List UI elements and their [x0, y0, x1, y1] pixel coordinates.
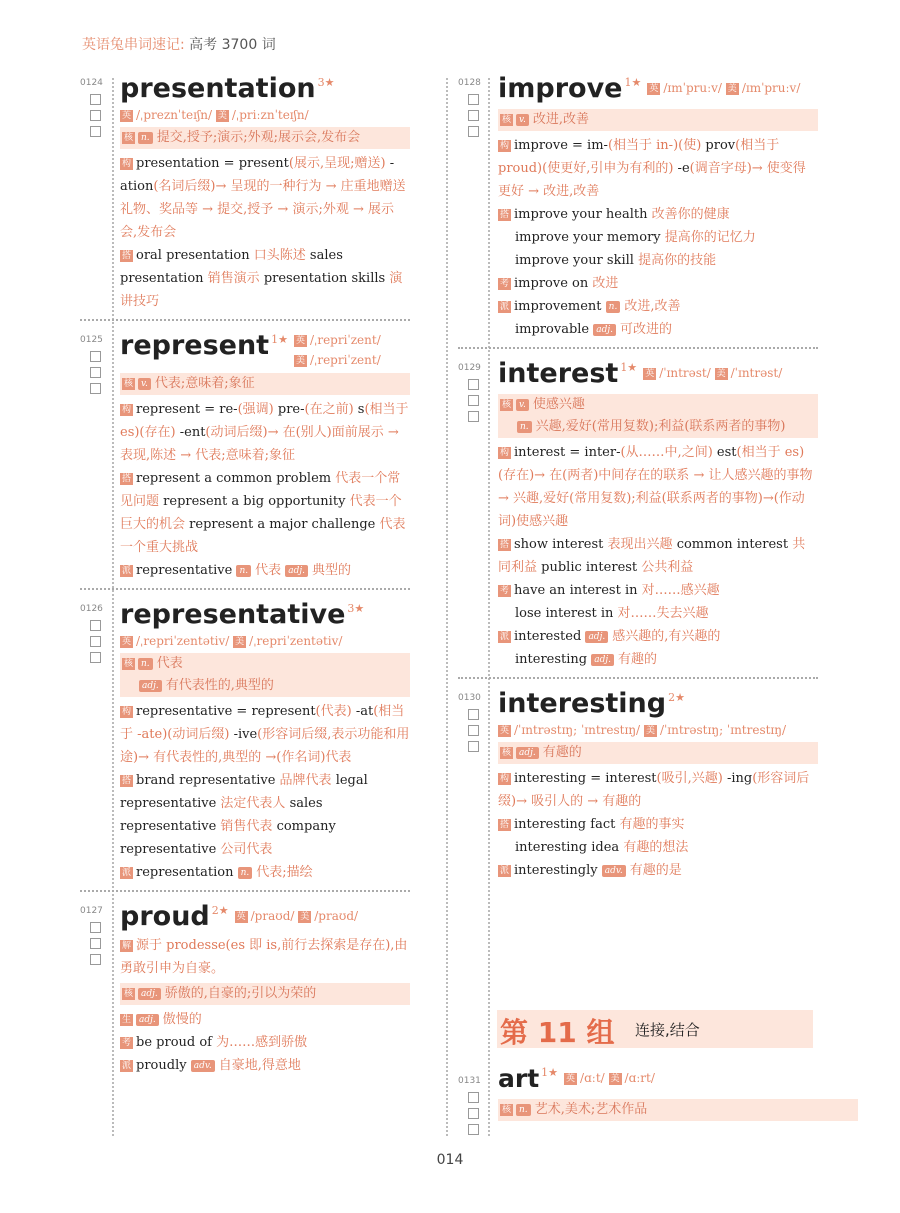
structure-tag: 构 — [122, 707, 132, 717]
review-checkboxes — [90, 620, 101, 668]
word-structure: 构 represent = re-(强调) pre-(在之前) s(相当于 es)(存在) -ent(动词后缀)→ 在(别人)面前展示 → 表现,陈述 → 代表;意味着;象征 — [120, 402, 409, 463]
review-checkbox[interactable] — [468, 110, 479, 121]
headword-row — [498, 357, 818, 391]
review-checkbox[interactable] — [468, 1124, 479, 1135]
meaning-text: 提交,授予;演示;外观;展示会,发布会 — [156, 130, 361, 145]
entry-number: 0128 — [458, 78, 481, 88]
collocation-tag: 搭 — [500, 820, 510, 830]
headword: proud — [120, 901, 210, 932]
review-checkboxes — [90, 351, 101, 399]
review-checkbox[interactable] — [90, 351, 101, 362]
part-of-speech: n. — [517, 421, 532, 433]
review-checkbox[interactable] — [90, 922, 101, 933]
left-column — [80, 72, 410, 1077]
review-checkboxes — [468, 709, 479, 757]
collocation-tag: 搭 — [122, 251, 132, 261]
entry-divider — [80, 319, 410, 321]
entry-number: 0130 — [458, 693, 481, 703]
review-checkboxes — [468, 379, 479, 427]
entry-number: 0124 — [80, 78, 103, 88]
collocations: 搭 brand representative 品牌代表 legal representative 法定代表人 sales representative 销售代表 company representative 公司代表 — [120, 773, 368, 857]
uk-phonetic: /ˌpreznˈteɪʃn/ — [136, 108, 213, 122]
collocation-tag: 搭 — [122, 474, 132, 484]
review-checkbox[interactable] — [90, 126, 101, 137]
frequency-stars: 2★ — [211, 904, 229, 917]
word-structure: 构 interesting = interest(吸引,兴趣) -ing(形容词后缀)→ 吸引人的 → 有趣的 — [498, 771, 810, 809]
us-phonetic: /ˈɪntrəst/ — [730, 366, 783, 380]
headword-row — [120, 598, 410, 632]
uk-phonetic: /ɑːt/ — [580, 1071, 605, 1085]
headword-row — [120, 900, 410, 934]
headword: interesting — [498, 688, 667, 719]
pronunciation — [498, 721, 818, 739]
meaning-text: 代表;意味着;象征 — [154, 376, 255, 391]
frequency-stars: 3★ — [347, 602, 365, 615]
review-checkbox[interactable] — [90, 636, 101, 647]
review-checkbox[interactable] — [90, 652, 101, 663]
entry-divider — [458, 677, 818, 679]
us-tag: 美 — [217, 111, 227, 121]
general-tag: 生 — [122, 1015, 132, 1025]
us-phonetic: /ɑːrt/ — [624, 1071, 655, 1085]
word-structure: 构 improve = im-(相当于 in-)(使) prov(相当于 proud)(使更好,引申为有利的) -e(调音字母)→ 使变得更好 → 改进,改善 — [498, 138, 806, 199]
derivative-tag: 派 — [122, 1061, 132, 1071]
us-phonetic: /ˈɪntrəstɪŋ; ˈɪntrestɪŋ/ — [659, 723, 787, 737]
entry-improve — [458, 72, 818, 341]
review-checkbox[interactable] — [90, 954, 101, 965]
review-checkboxes — [468, 1092, 479, 1140]
structure-tag: 构 — [500, 448, 510, 458]
derivative-tag: 派 — [500, 866, 510, 876]
review-checkbox[interactable] — [468, 725, 479, 736]
review-checkbox[interactable] — [90, 620, 101, 631]
review-checkbox[interactable] — [468, 1092, 479, 1103]
uk-phonetic: /praʊd/ — [250, 909, 295, 923]
group-title: 第 11 组 — [500, 1016, 615, 1049]
frequency-stars: 1★ — [271, 333, 288, 346]
word-structure: 构 presentation = present(展示,呈现;赠送) -ation(名词后缀)→ 呈现的一种行为 → 庄重地赠送礼物、奖品等 → 提交,授予 → 演示;外观 → 展示会,发布会 — [120, 156, 406, 240]
collocation-tag: 搭 — [500, 540, 510, 550]
headword: interest — [498, 358, 619, 389]
book-title: 高考 3700 词 — [189, 37, 276, 53]
page-number: 014 — [436, 1152, 464, 1168]
review-checkbox[interactable] — [90, 94, 101, 105]
headword-row — [498, 1062, 858, 1096]
core-meaning: 核 n. 艺术,美术;艺术作品 — [498, 1099, 858, 1121]
collocations: 搭 represent a common problem 代表一个常见问题 represent a big opportunity 代表一个巨大的机会 represent a major challenge 代表一个重大挑战 — [120, 471, 406, 555]
uk-tag: 英 — [645, 369, 655, 379]
pronunciation — [235, 906, 358, 926]
review-checkbox[interactable] — [468, 709, 479, 720]
us-tag: 美 — [235, 637, 245, 647]
uk-phonetic: /ˌrepriˈzentətiv/ — [136, 634, 230, 648]
running-header — [82, 34, 276, 54]
frequency-stars: 3★ — [317, 76, 335, 89]
core-meaning: 核 adj. 有趣的 — [498, 742, 818, 764]
frequency-stars: 1★ — [620, 361, 638, 374]
review-checkbox[interactable] — [468, 1108, 479, 1119]
review-checkbox[interactable] — [468, 126, 479, 137]
derivative-tag: 派 — [500, 302, 510, 312]
exam-phrase: 考 be proud of 为……感到骄傲 — [122, 1035, 308, 1050]
structure-tag: 构 — [500, 774, 510, 784]
pronunciation — [643, 363, 782, 383]
group-banner — [497, 1010, 813, 1048]
derivatives: 派 interested adj. 感兴趣的,有兴趣的 interesting adj. 有趣的 — [500, 629, 721, 667]
entry-representative — [80, 598, 410, 884]
entry-interest — [458, 357, 818, 671]
group-subtitle: 连接,结合 — [635, 1021, 700, 1039]
uk-tag: 英 — [122, 637, 132, 647]
headword: improve — [498, 73, 623, 104]
entry-divider — [80, 588, 410, 590]
core-tag: 核 — [502, 400, 512, 410]
entry-number: 0125 — [80, 335, 103, 345]
entry-number: 0129 — [458, 363, 481, 373]
entry-number: 0126 — [80, 604, 103, 614]
review-checkbox[interactable] — [90, 938, 101, 949]
uk-phonetic: /ˌrepriˈzent/ — [309, 333, 381, 347]
entry-divider — [458, 347, 818, 349]
us-phonetic: /ɪmˈpruːv/ — [741, 81, 801, 95]
part-of-speech: n. — [138, 132, 153, 144]
us-tag: 美 — [727, 84, 737, 94]
origin-tag: 解 — [122, 941, 132, 951]
collocations: 搭 show interest 表现出兴趣 common interest 共同利益 public interest 公共利益 — [498, 537, 806, 575]
us-phonetic: /ˌpriːznˈteɪʃn/ — [231, 108, 309, 122]
uk-phonetic: /ˈɪntrəstɪŋ; ˈɪntrestɪŋ/ — [514, 723, 641, 737]
core-meaning — [120, 373, 410, 395]
collocations: 搭 oral presentation 口头陈述 sales presentation 销售演示 presentation skills 演讲技巧 — [120, 248, 403, 309]
uk-tag: 英 — [122, 111, 132, 121]
derivatives: 派 representation n. 代表;描绘 — [122, 865, 313, 880]
middle-column-rule — [446, 78, 448, 1136]
entry-proud — [80, 900, 410, 1077]
uk-tag: 英 — [500, 726, 510, 736]
uk-phonetic: /ɪmˈpruːv/ — [663, 81, 722, 95]
core-tag: 核 — [124, 133, 134, 143]
exam-phrases: 考 have an interest in 对……感兴趣 lose interest in 对……失去兴趣 — [500, 583, 720, 621]
book-series: 英语兔串词速记: — [82, 37, 185, 53]
core-meaning — [120, 127, 410, 149]
frequency-stars: 1★ — [541, 1066, 559, 1079]
exam-tag: 考 — [122, 1038, 132, 1048]
derivatives: 派 interestingly adv. 有趣的是 — [500, 863, 682, 878]
derivative-tag: 派 — [122, 566, 132, 576]
headword: representative — [120, 599, 346, 630]
derivatives: 派 representative n. 代表 adj. 典型的 — [122, 563, 352, 578]
structure-tag: 构 — [500, 141, 510, 151]
part-of-speech: adj. — [138, 988, 161, 1000]
core-tag: 核 — [502, 748, 512, 758]
us-phonetic: /ˌrepriˈzent/ — [309, 353, 381, 367]
frequency-stars: 1★ — [624, 76, 642, 89]
review-checkbox[interactable] — [468, 379, 479, 390]
review-checkbox[interactable] — [90, 367, 101, 378]
pronunciation — [294, 330, 381, 370]
headword-row — [498, 72, 818, 106]
review-checkbox[interactable] — [468, 395, 479, 406]
word-structure: 构 interest = inter-(从……中,之间) est(相当于 es)(存在)→ 在(两者)中间存在的联系 → 让人感兴趣的事物 → 兴趣,爱好(常用复数);利益(联系两者的事物)→(作动词)使感兴趣 — [498, 445, 813, 529]
uk-phonetic: /ˈɪntrəst/ — [659, 366, 711, 380]
headword-row — [120, 329, 410, 370]
us-tag: 美 — [716, 369, 726, 379]
entry-represent — [80, 329, 410, 582]
exam-phrase: 考 improve on 改进 — [500, 276, 619, 291]
headword: art — [498, 1064, 540, 1093]
part-of-speech: v. — [138, 378, 151, 390]
structure-tag: 构 — [122, 405, 132, 415]
headword: presentation — [120, 73, 316, 104]
pronunciation — [564, 1068, 655, 1088]
pronunciation — [647, 78, 800, 98]
review-checkboxes — [90, 922, 101, 970]
headword-row — [120, 72, 410, 106]
derivatives: 派 proudly adv. 自豪地,得意地 — [122, 1058, 301, 1073]
core-meaning: 核 n. 代表 adj. 有代表性的,典型的 — [120, 653, 410, 697]
review-checkboxes — [468, 94, 479, 142]
right-column — [458, 72, 818, 882]
part-of-speech: n. — [516, 1104, 531, 1116]
word-structure: 构 representative = represent(代表) -at(相当于 -ate)(动词后缀) -ive(形容词后缀,表示功能和用途)→ 有代表性的,典型的 →(作名词)代表 — [120, 704, 410, 765]
core-tag: 核 — [124, 989, 134, 999]
uk-tag: 英 — [649, 84, 659, 94]
entry-number: 0127 — [80, 906, 103, 916]
part-of-speech: adj. — [139, 680, 162, 692]
core-meaning: 核 v. 改进,改善 — [498, 109, 818, 131]
part-of-speech: v. — [516, 114, 529, 126]
review-checkboxes — [90, 94, 101, 142]
us-phonetic: /praʊd/ — [314, 909, 359, 923]
review-checkbox[interactable] — [90, 110, 101, 121]
uk-tag: 英 — [295, 336, 305, 346]
uk-tag: 英 — [236, 912, 246, 922]
part-of-speech: n. — [138, 658, 153, 670]
frequency-stars: 2★ — [668, 691, 685, 704]
part-of-speech: adj. — [516, 747, 539, 759]
us-phonetic: /ˌrepriˈzentətiv/ — [249, 634, 343, 648]
collocation-tag: 搭 — [500, 210, 510, 220]
core-meaning: 核 adj. 骄傲的,自豪的;引以为荣的 — [120, 983, 410, 1005]
review-checkbox[interactable] — [468, 741, 479, 752]
core-tag: 核 — [502, 115, 512, 125]
headword-row — [498, 687, 818, 721]
collocations: 搭 interesting fact 有趣的事实 interesting idea 有趣的想法 — [500, 817, 689, 855]
derivative-tag: 派 — [122, 868, 132, 878]
other-meaning: 生 adj. 傲慢的 — [122, 1012, 202, 1027]
derivative-tag: 派 — [500, 632, 510, 642]
collocations: 搭 improve your health 改善你的健康 improve your memory 提高你的记忆力 improve your skill 提高你的技能 — [500, 207, 756, 268]
review-checkbox[interactable] — [90, 383, 101, 394]
pronunciation — [120, 632, 410, 650]
entry-presentation — [80, 72, 410, 313]
structure-tag: 构 — [122, 159, 132, 169]
entry-art — [458, 1062, 858, 1124]
uk-tag: 英 — [566, 1074, 576, 1084]
review-checkbox[interactable] — [468, 94, 479, 105]
entry-divider — [80, 890, 410, 892]
us-tag: 美 — [300, 912, 310, 922]
etymology: 解 源于 prodesse(es 即 is,前行去探索是存在),由勇敢引申为自豪。 — [120, 938, 408, 976]
entry-number: 0131 — [458, 1076, 481, 1086]
us-tag: 美 — [645, 726, 655, 736]
core-tag: 核 — [502, 1105, 512, 1115]
headword: represent — [120, 330, 270, 361]
review-checkbox[interactable] — [468, 411, 479, 422]
pronunciation — [120, 106, 410, 124]
exam-tag: 考 — [500, 279, 510, 289]
part-of-speech: v. — [516, 399, 529, 411]
exam-tag: 考 — [500, 586, 510, 596]
entry-interesting — [458, 687, 818, 882]
us-tag: 美 — [295, 356, 305, 366]
core-tag: 核 — [124, 659, 134, 669]
core-tag: 核 — [124, 379, 134, 389]
us-tag: 美 — [610, 1074, 620, 1084]
core-meaning: 核 v. 使感兴趣 n. 兴趣,爱好(常用复数);利益(联系两者的事物) — [498, 394, 818, 438]
collocation-tag: 搭 — [122, 776, 132, 786]
derivatives: 派 improvement n. 改进,改善 improvable adj. 可改进的 — [500, 299, 681, 337]
